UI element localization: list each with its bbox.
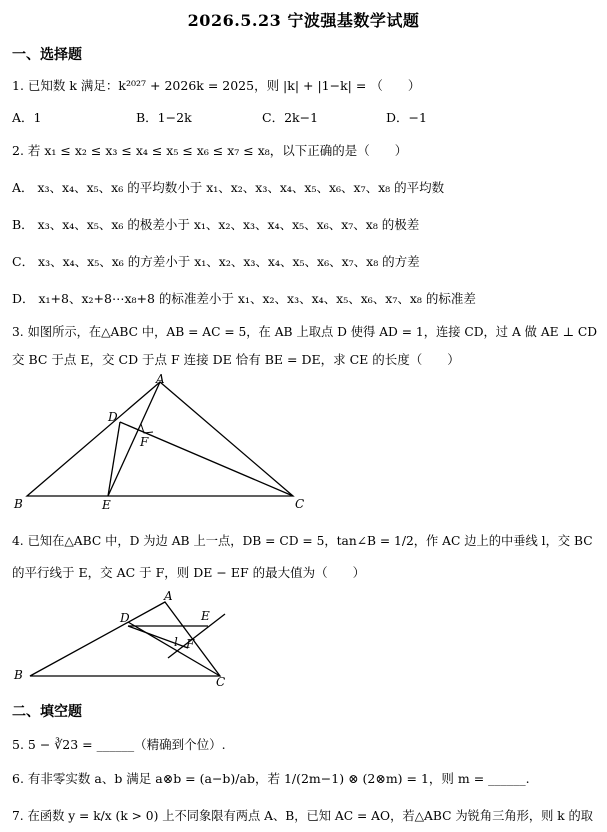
q2-option-a: A． x₃、x₄、x₅、x₆ 的平均数小于 x₁、x₂、x₃、x₄、x₅、x₆、x₇、x₈ 的平均数 xyxy=(12,180,445,195)
q4-label-d: D xyxy=(120,611,130,625)
question-6: 6. 有非零实数 a、b 满足 a⊗b = (a−b)/ab，若 1/(2m−1) ⊗ (2⊗m) = 1，则 m = ______. xyxy=(12,771,530,786)
page-title: 2026.5.23 宁波强基数学试题 xyxy=(187,11,420,30)
q3-triangle-figure xyxy=(10,372,310,512)
q4-label-l: l xyxy=(174,635,178,649)
question-3-line-2: 交 BC 于点 E，交 CD 于点 F 连接 DE 恰有 BE = DE，求 CE 的长度（ ） xyxy=(12,352,460,367)
section-choice-heading: 一、选择题 xyxy=(12,47,82,63)
question-1-stem: 1. 已知数 k 满足：k²⁰²⁷ + 2026k = 2025，则 |k| + |1−k| = （ ） xyxy=(12,78,421,93)
q3-label-b: B xyxy=(14,497,23,511)
q4-label-c: C xyxy=(216,675,226,688)
q4-label-e: E xyxy=(201,609,210,623)
section-fill-heading: 二、填空题 xyxy=(12,704,82,720)
q2-option-c: C． x₃、x₄、x₅、x₆ 的方差小于 x₁、x₂、x₃、x₄、x₅、x₆、x₇、x₈ 的方差 xyxy=(12,254,420,269)
question-4-line-2: 的平行线于 E，交 AC 于 F，则 DE − EF 的最大值为（ ） xyxy=(12,565,366,580)
q3-label-f: F xyxy=(140,435,149,449)
q3-segment-ae xyxy=(108,382,160,496)
q4-segment-dc xyxy=(128,622,220,676)
question-5: 5. 5 − ∛23 = ______（精确到个位）. xyxy=(12,737,226,752)
q4-triangle-figure xyxy=(10,588,235,688)
q1-option-c: C．2k−1 xyxy=(262,110,319,125)
q3-label-e: E xyxy=(102,498,111,512)
q2-option-b: B． x₃、x₄、x₅、x₆ 的极差小于 x₁、x₂、x₃、x₄、x₅、x₆、x₇、x₈ 的极差 xyxy=(12,217,420,232)
q1-option-b: B．1−2k xyxy=(136,110,192,125)
q3-label-d: D xyxy=(108,410,118,424)
question-3-line-1: 3. 如图所示，在△ABC 中，AB = AC = 5，在 AB 上取点 D 使得 AD = 1，连接 CD，过 A 做 AE ⊥ CD xyxy=(12,325,598,339)
q2-option-d: D． x₁+8、x₂+8⋯x₈+8 的标准差小于 x₁、x₂、x₃、x₄、x₅、x₆、x₇、x₈ 的标准差 xyxy=(12,291,476,306)
q4-segment-de xyxy=(128,626,188,648)
q1-option-d: D．−1 xyxy=(386,110,427,125)
q4-label-a: A xyxy=(164,589,173,603)
q1-option-a: A．1 xyxy=(12,110,42,125)
q4-label-b: B xyxy=(14,668,23,682)
question-4-line-1: 4. 已知在△ABC 中，D 为边 AB 上一点，DB = CD = 5，tan∠B = 1/2，作 AC 边上的中垂线 l，交 BC xyxy=(12,534,593,548)
q3-label-c: C xyxy=(295,497,305,511)
q4-label-f: F xyxy=(186,637,195,651)
question-2-stem: 2. 若 x₁ ≤ x₂ ≤ x₃ ≤ x₄ ≤ x₅ ≤ x₆ ≤ x₇ ≤ x₈，以下正确的是（ ） xyxy=(12,143,408,158)
q3-segment-de xyxy=(108,422,120,496)
q3-label-a: A xyxy=(156,372,165,386)
question-7: 7. 在函数 y = k/x (k > 0) 上不同象限有两点 A、B，已知 AC = AO，若△ABC 为锐角三角形，则 k 的取 xyxy=(12,809,594,823)
